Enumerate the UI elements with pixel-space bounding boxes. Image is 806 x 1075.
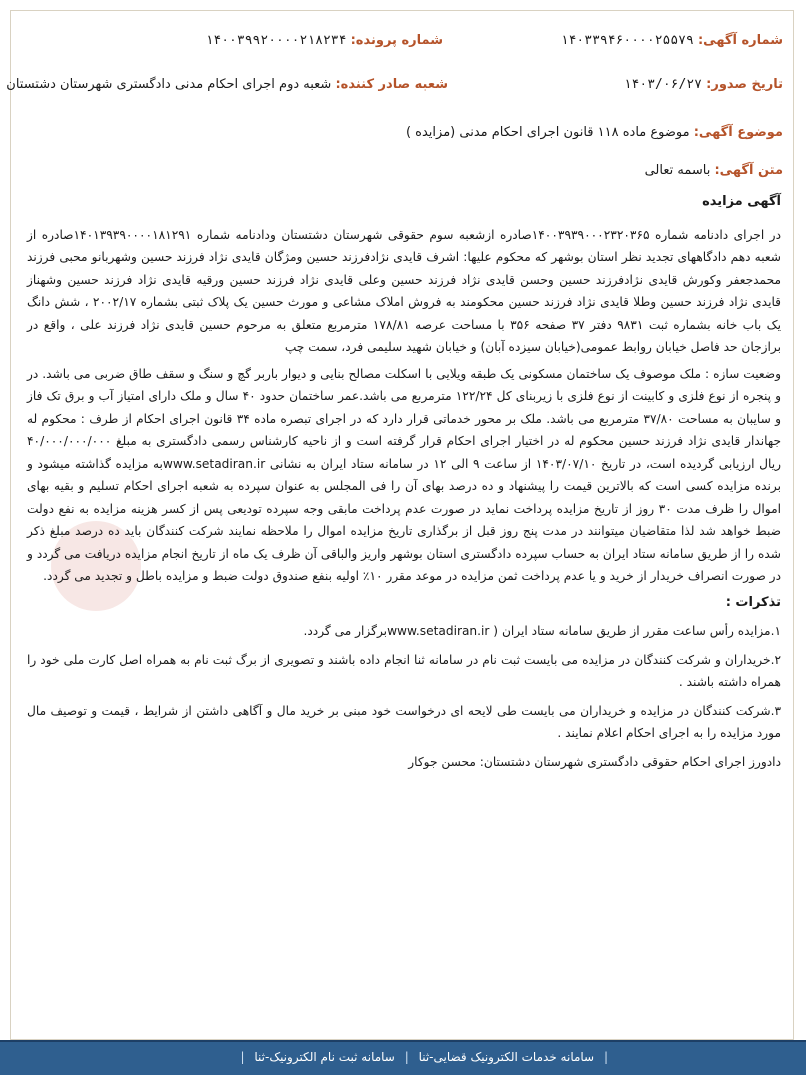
note-item: ۳.شرکت کنندگان در مزایده و خریداران می بایست طی لایحه ای درخواست خود مبنی بر خرید مال و آگاهی داشتن از شرایط ، قیمت و توصیف مال مورد مزایده را به اجرای احکام اعلام نمایند . [27, 703, 781, 740]
paragraph-structure: وضعیت سازه : ملک موصوف یک ساختمان مسکونی یک طبقه ویلایی با اسکلت مصالح بنایی و دیوار باربر گچ و سنگ و سقف طاق ضربی می باشد. در و پنجره از نوع فلزی و کابینت از نوع فلزی با زیربنای کل ۱۲۲/۲۴ مترمربع می باشد.عمر ساختمان حدود ۴۰ سال و ملک دارای امتیاز آب و برق تک فاز و سایبان به مساحت ۳۷/۸۰ مترمربع می باشد. ملک بر محور خدماتی قرار دارد که در اجرای تبصره ماده ۳۴ قانون اجرای احکام از طرف : محکوم له جهاندار قایدی نژاد فرزند حسین محکوم له در اختیار اجرای احکام قرار گرفته است و از ناحیه کارشناس رسمی دادگستری به مبلغ ۴۰/۰۰۰/۰۰۰/۰۰۰ ریال ارزیابی گردیده است، در تاریخ ۱۴۰۳/۰۷/۱۰ از ساعت ۹ الی ۱۲ در سامانه ستاد ایران به نشانی www.setadiran.irبه مزایده گذاشته میشود و برنده مزایده کسی است که بالاترین قیمت را پیشنهاد و ده درصد بهای آن را فی المجلس به عنوان سپرده به شعبه اجرای احکام تسلیم و بقیه بهای اموال را ظرف مدت ۳۰ روز از تاریخ مزایده پرداخت نماید در صورت عدم پرداخت مابقی وجه سپرده تودیعی پس از کسر هزینه مزایده به نفع دولت ضبط خواهد شد لذا متقاضیان میتوانند در مدت پنج روز قبل از برگذاری تاریخ مزایده اموال را ملاحظه نمایند شرکت کنندگان باید ده درصد مبلغ ذکر شده را از طریق سامانه ستاد ایران به حساب سپرده دادگستری استان بوشهر واریز والباقی آن ظرف یک ماه از تاریخ انجام مزایده دریافت می گردد و در صورت انصراف خریدار از خرید و یا عدم پرداخت ثمن مزایده در موعد مقرر ۱۰٪ اولیه بنفع صندوق دولت ضبط و مزایده باطل و تجدید می گردد. [27, 366, 781, 583]
footer-separator: | [404, 1050, 409, 1064]
notice-title: آگهی مزایده [702, 194, 781, 209]
footer-link-sana-registration[interactable]: سامانه ثبت نام الکترونیک-ثنا [254, 1050, 395, 1064]
header-row-issue [6, 73, 793, 97]
notice-number-value: ۱۴۰۳۳۹۴۶۰۰۰۰۲۵۵۷۹ [560, 33, 694, 48]
file-number-value: ۱۴۰۰۳۹۹۲۰۰۰۰۲۱۸۲۳۴ [205, 33, 347, 48]
issuer-field [6, 73, 448, 97]
subject-label: موضوع آگهی: [693, 125, 783, 140]
subject-value: موضوع ماده ۱۱۸ قانون اجرای احکام مدنی (مزایده ) [405, 125, 690, 140]
issue-date-field [624, 73, 783, 97]
issuer-label: شعبه صادر کننده: [335, 77, 448, 92]
footer-link-sana-services[interactable]: سامانه خدمات الکترونیک قضایی-ثنا [418, 1050, 595, 1064]
footer-links [235, 1042, 615, 1073]
header-row-numbers [11, 29, 793, 53]
issuer-value: شعبه دوم اجرای احکام مدنی دادگستری شهرستان دشتستان [6, 77, 332, 92]
text-label-field [21, 159, 783, 183]
text-opening: باسمه تعالی [644, 163, 711, 178]
subject-field [21, 121, 783, 145]
issue-date-value: ۱۴۰۳/۰۶/۲۷ [623, 77, 702, 92]
note-item: ۱.مزایده رأس ساعت مقرر از طریق سامانه ستاد ایران ( www.setadiran.irبرگزار می گردد. [303, 624, 781, 638]
text-label: متن آگهی: [714, 163, 783, 178]
file-number-label: شماره پرونده: [350, 33, 443, 48]
notice-body [27, 191, 781, 773]
footer-separator: | [240, 1050, 245, 1064]
file-number-field [206, 29, 443, 53]
signature: دادورز اجرای احکام حقوقی دادگستری شهرستان دشتستان: محسن جوکار [408, 754, 781, 769]
issue-date-label: تاریخ صدور: [706, 77, 783, 92]
paragraph-ruling: در اجرای دادنامه شماره ۱۴۰۰۳۹۳۹۰۰۰۲۳۲۰۳۶۵صادره ازشعبه سوم حقوقی شهرستان دشتستان ودادنامه شماره ۱۴۰۱۳۹۳۹۰۰۰۰۱۸۱۲۹۱صادره از شعبه دهم دادگاههای تجدید نظر استان بوشهر که محکوم علیها: اشرف قایدی نژادفرزند حسین ومژگان قایدی نژاد فرزند حسین وشهربانو محبی فرزند محمدجعفر وکورش قایدی نژادفرزند حسین وحسن قایدی نژاد فرزند حسین وعلی قایدی نژاد فرزند حسین ورقیه قایدی نژاد فرزند حسین وشهناز قایدی نژاد فرزند حسین وطلا قایدی نژاد فرزند حسین محکومند به فروش املاک مشاعی و مورث حسین یک پلاک ثبتی بشماره ۲۰۰۲/۱۷ ، شش دانگ یک باب خانه بشماره ثبت ۹۸۳۱ دفتر ۳۷ صفحه ۳۵۶ با مساحت عرصه ۱۷۸/۸۱ مترمربع متعلق به مرحوم حسین قایدی نژاد فرزند علی ، واقع در برازجان حد فاصل خیابان روابط عمومی(خیابان سیزده آبان) و خیابان شهید سلیمی فرد، سمت چپ [27, 227, 782, 354]
notice-number-label: شماره آگهی: [697, 33, 783, 48]
notes-heading: تذکرات : [725, 594, 781, 610]
footer-separator: | [603, 1050, 608, 1064]
footer-bar [0, 1040, 806, 1075]
notice-frame [6, 10, 794, 1040]
notice-number-field [561, 29, 783, 53]
note-item: ۲.خریداران و شرکت کنندگان در مزایده می بایست ثبت نام در سامانه ثنا انجام داده باشند و تصویری از برگ ثبت نام به همراه اصل کارت ملی خود را همراه داشته باشند . [27, 652, 781, 689]
